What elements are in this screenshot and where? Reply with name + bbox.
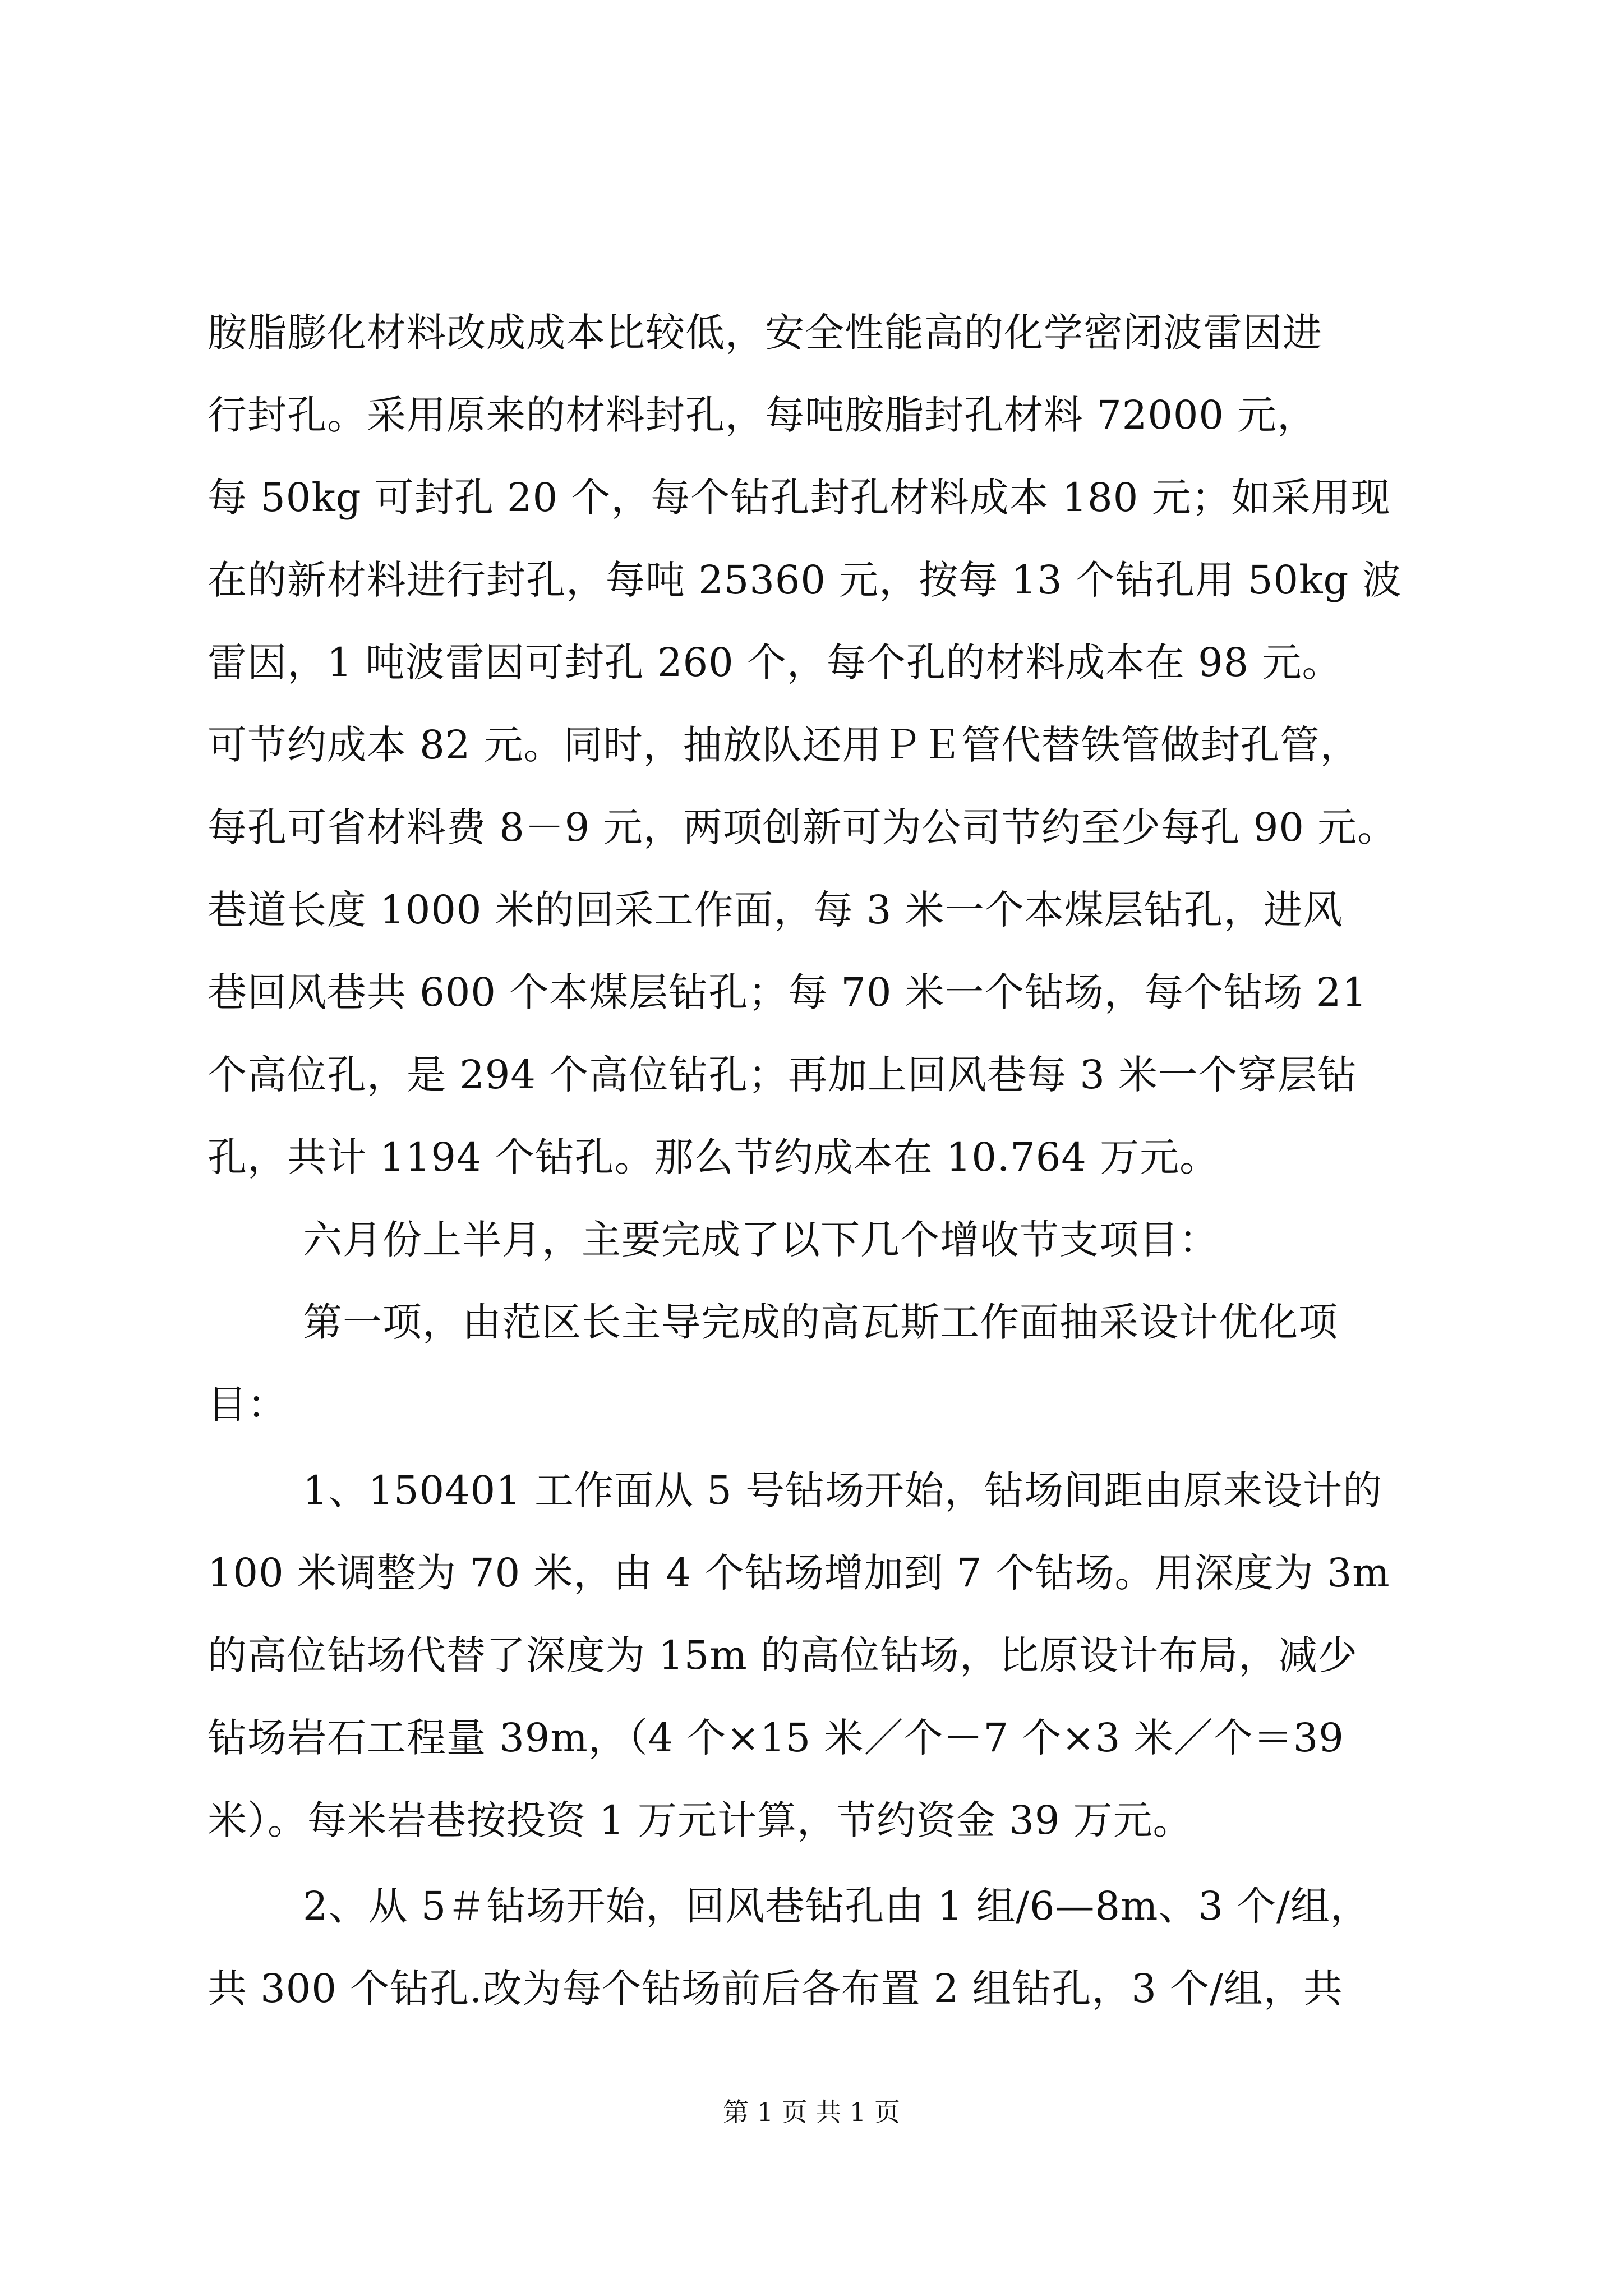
text-line: 米）。每米岩巷按投资 1 万元计算，节约资金 39 万元。 [208, 1797, 1193, 1843]
text-line: 巷道长度 1000 米的回采工作面，每 3 米一个本煤层钻孔，进风 [208, 887, 1343, 933]
paragraph-first-line: 六月份上半月，主要完成了以下几个增收节支项目： [303, 1217, 1219, 1263]
paragraph-first-line: 第一项，由范区长主导完成的高瓦斯工作面抽采设计优化项 [303, 1299, 1338, 1345]
text-line: 目： [208, 1382, 287, 1428]
text-line: 巷回风巷共 600 个本煤层钻孔；每 70 米一个钻场，每个钻场 21 [208, 969, 1368, 1015]
text-line: 行封孔。采用原来的材料封孔，每吨胺脂封孔材料 72000 元， [208, 392, 1317, 438]
text-line: 每孔可省材料费 8－9 元，两项创新可为公司节约至少每孔 90 元。 [208, 804, 1398, 850]
text-line: 在的新材料进行封孔，每吨 25360 元，按每 13 个钻孔用 50kg 波 [208, 557, 1402, 603]
paragraph-first-line: 2、从 5＃钻场开始，回风巷钻孔由 1 组/6—8m、3 个/组， [303, 1883, 1370, 1929]
paragraph-first-line: 1、150401 工作面从 5 号钻场开始，钻场间距由原来设计的 [303, 1467, 1383, 1513]
document-body [208, 292, 1419, 2030]
text-line: 胺脂膨化材料改成成本比较低，安全性能高的化学密闭波雷因进 [208, 310, 1322, 356]
text-line: 可节约成本 82 元。同时，抽放队还用ＰＥ管代替铁管做封孔管， [208, 722, 1360, 768]
text-line: 每 50kg 可封孔 20 个，每个钻孔封孔材料成本 180 元；如采用现 [208, 475, 1391, 521]
text-line: 钻场岩石工程量 39m，（4 个×15 米／个－7 个×3 米／个＝39 [208, 1715, 1344, 1761]
page-footer: 第 1 页 共 1 页 [723, 2097, 900, 2127]
text-line: 孔，共计 1194 个钻孔。那么节约成本在 10.764 万元。 [208, 1134, 1220, 1180]
text-line: 雷因，1 吨波雷因可封孔 260 个，每个孔的材料成本在 98 元。 [208, 639, 1342, 685]
text-line: 的高位钻场代替了深度为 15m 的高位钻场，比原设计布局，减少 [208, 1632, 1358, 1678]
text-line: 100 米调整为 70 米，由 4 个钻场增加到 7 个钻场。用深度为 3m [208, 1550, 1390, 1596]
text-line: 个高位孔，是 294 个高位钻孔；再加上回风巷每 3 米一个穿层钻 [208, 1052, 1358, 1098]
text-line: 共 300 个钻孔.改为每个钻场前后各布置 2 组钻孔，3 个/组，共 [208, 1966, 1343, 2012]
